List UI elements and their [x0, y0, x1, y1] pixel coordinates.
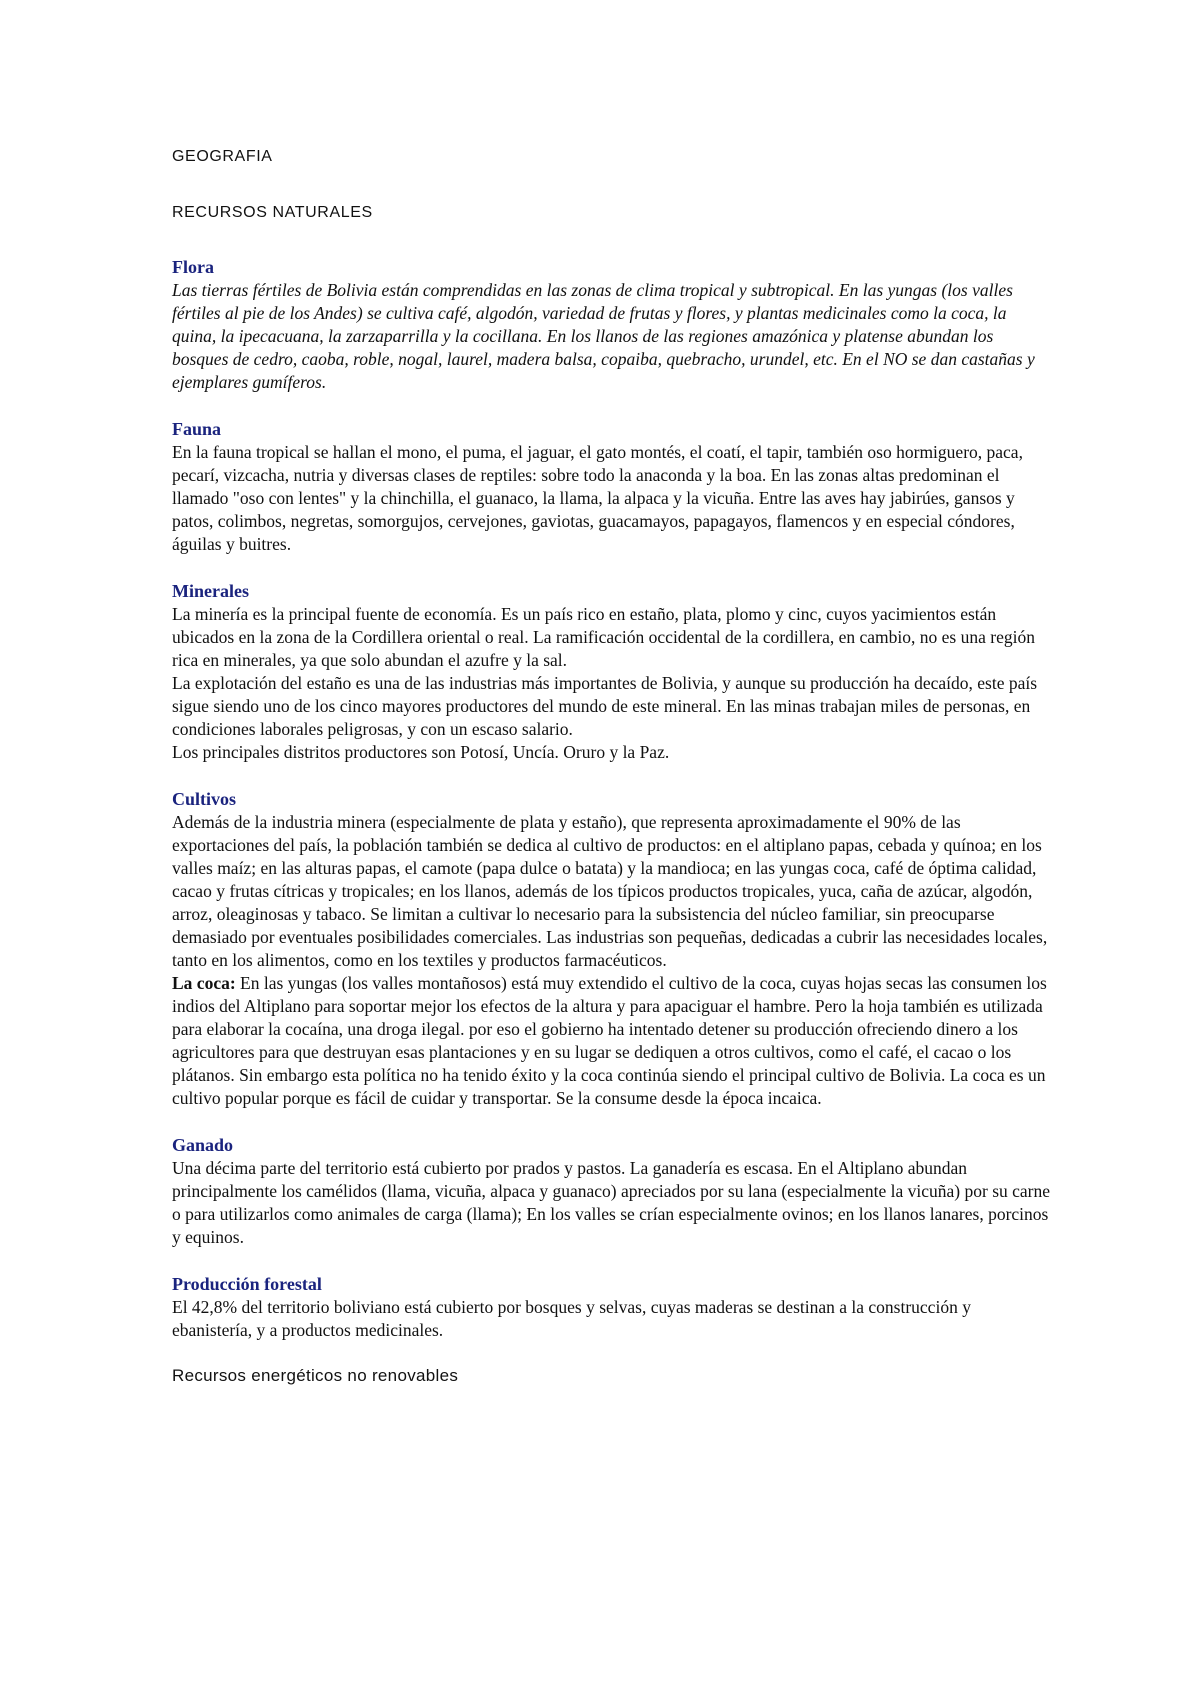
paragraph-minerales-1: La minería es la principal fuente de economía. Es un país rico en estaño, plata, plomo y cinc, cuyos yacimientos están ubicados en la zona de la Cordillera oriental o real. La ramificación occidental de la cordillera, en cambio, no es una región rica en minerales, ya que solo abundan el azufre y la sal. [172, 604, 1035, 670]
document-title: GEOGRAFIA [172, 148, 273, 165]
section-heading-minerales: Minerales [172, 581, 249, 601]
footer-heading: Recursos energéticos no renovables [172, 1366, 459, 1385]
document-subtitle: RECURSOS NATURALES [172, 204, 373, 221]
coca-text: En las yungas (los valles montañosos) está muy extendido el cultivo de la coca, cuyas hojas secas las consumen los indios del Altiplano para soportar mejor los efectos de la altura y para apaciguar el hambre. Pero la hoja también es utilizada para elaborar la cocaína, una droga ilegal. por eso el gobierno ha intentado detener su producción ofreciendo dinero a los agricultores para que destruyan esas plantaciones y en su lugar se dediquen a otros cultivos, como el café, el cacao o los plátanos. Sin embargo esta política no ha tenido éxito y la coca continúa siendo el principal cultivo de Bolivia. La coca es un cultivo popular porque es fácil de cuidar y transportar. Se la consume desde la época incaica. [172, 973, 1047, 1108]
section-heading-fauna: Fauna [172, 419, 222, 439]
paragraph-ganado: Una décima parte del territorio está cubierto por prados y pastos. La ganadería es escasa. En el Altiplano abundan principalmente los camélidos (llama, vicuña, alpaca y guanaco) apreciados por su lana (especialmente la vicuña) por su carne o para utilizarlos como animales de carga (llama); En los valles se crían especialmente ovinos; en los llanos lanares, porcinos y equinos. [172, 1158, 1051, 1247]
section-cultivos [172, 788, 1052, 1110]
section-forestal [172, 1273, 1052, 1342]
document-page [172, 148, 1052, 1386]
coca-lead: La coca: [172, 973, 236, 993]
paragraph-flora: Las tierras fértiles de Bolivia están comprendidas en las zonas de clima tropical y subtropical. En las yungas (los valles fértiles al pie de los Andes) se cultiva café, algodón, variedad de frutas y flores, y plantas medicinales como la coca, la quina, la ipecacuana, la zarzaparrilla y la cocillana. En los llanos de las regiones amazónica y platense abundan los bosques de cedro, caoba, roble, nogal, laurel, madera balsa, copaiba, quebracho, urundel, etc. En el NO se dan castañas y ejemplares gumíferos. [172, 280, 1035, 392]
paragraph-minerales-2: La explotación del estaño es una de las industrias más importantes de Bolivia, y aunque su producción ha decaído, este país sigue siendo uno de los cinco mayores productores del mundo de este mineral. En las minas trabajan miles de personas, en condiciones laborales peligrosas, y con un escaso salario. [172, 673, 1038, 739]
section-fauna [172, 418, 1052, 556]
section-heading-ganado: Ganado [172, 1135, 234, 1155]
paragraph-forestal: El 42,8% del territorio boliviano está cubierto por bosques y selvas, cuyas maderas se destinan a la construcción y ebanistería, y a productos medicinales. [172, 1297, 971, 1340]
section-heading-forestal: Producción forestal [172, 1274, 322, 1294]
section-heading-flora: Flora [172, 257, 214, 277]
paragraph-minerales-3: Los principales distritos productores son Potosí, Uncía. Oruro y la Paz. [172, 742, 670, 762]
paragraph-fauna: En la fauna tropical se hallan el mono, el puma, el jaguar, el gato montés, el coatí, el tapir, también oso hormiguero, paca, pecarí, vizcacha, nutria y diversas clases de reptiles: sobre todo la anaconda y la boa. En las zonas altas predominan el llamado "oso con lentes" y la chinchilla, el guanaco, la llama, la alpaca y la vicuña. Entre las aves hay jabirúes, gansos y patos, colimbos, negretas, somorgujos, cervejones, gaviotas, guacamayos, papagayos, flamencos y en especial cóndores, águilas y buitres. [172, 442, 1023, 554]
section-flora [172, 256, 1052, 394]
paragraph-coca [172, 972, 1052, 1110]
section-ganado [172, 1134, 1052, 1249]
paragraph-cultivos: Además de la industria minera (especialmente de plata y estaño), que representa aproximadamente el 90% de las exportaciones del país, la población también se dedica al cultivo de productos: en el altiplano papas, cebada y quínoa; en los valles maíz; en las alturas papas, el camote (papa dulce o batata) y la mandioca; en las yungas coca, café de óptima calidad, cacao y frutas cítricas y tropicales; en los llanos, además de los típicos productos tropicales, yuca, caña de azúcar, algodón, arroz, oleaginosas y tabaco. Se limitan a cultivar lo necesario para la subsistencia del núcleo familiar, sin preocuparse demasiado por eventuales posibilidades comerciales. Las industrias son pequeñas, dedicadas a cubrir las necesidades locales, tanto en los alimentos, como en los textiles y productos farmacéuticos. [172, 812, 1048, 970]
section-minerales [172, 580, 1052, 764]
section-heading-cultivos: Cultivos [172, 789, 237, 809]
